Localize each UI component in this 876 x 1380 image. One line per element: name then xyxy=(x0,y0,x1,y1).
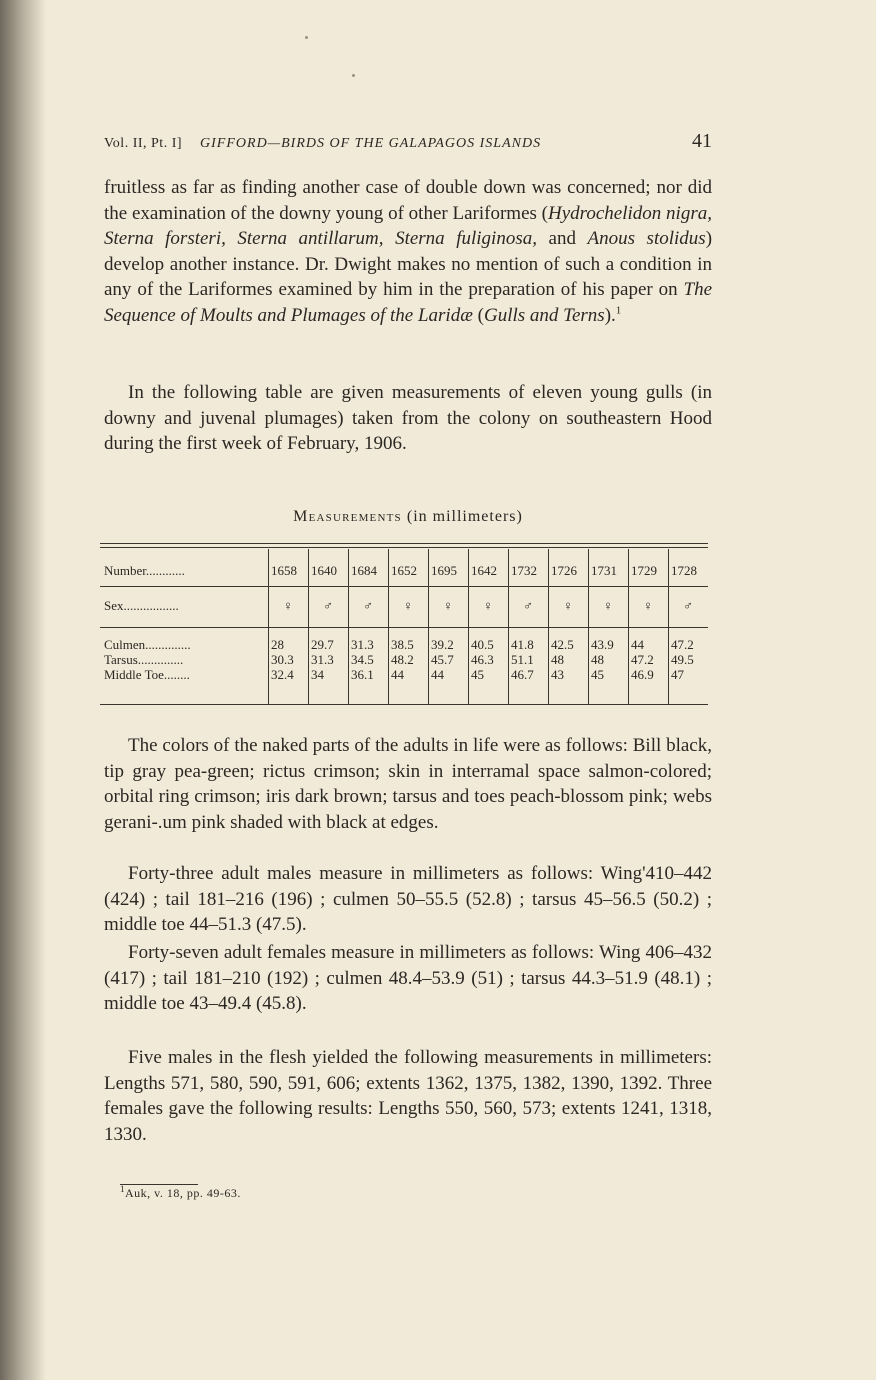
cell-sex: ♀ xyxy=(643,598,653,613)
text-run: and xyxy=(536,228,588,250)
species-list: Hydrochelidon nigra, Sterna forsteri, Sterna antillarum, Sterna fuliginosa, xyxy=(104,202,712,250)
cell-sex: ♀ xyxy=(403,598,413,613)
cell-middle-toe: 36.1 xyxy=(351,667,374,682)
cell-number: 1731 xyxy=(591,563,617,578)
row-divider xyxy=(100,627,708,628)
species-name: Anous stolidus xyxy=(587,228,706,250)
row-label-middle-toe: Middle Toe........ xyxy=(104,667,190,682)
cell-culmen: 28 xyxy=(271,637,284,652)
cell-middle-toe: 47 xyxy=(671,667,684,682)
text-run: ). xyxy=(604,304,616,326)
cell-culmen: 41.8 xyxy=(511,637,534,652)
page-gutter-shadow xyxy=(0,0,46,1380)
cell-number: 1652 xyxy=(391,563,417,578)
running-title: GIFFORD—BIRDS OF THE GALAPAGOS ISLANDS xyxy=(200,136,542,151)
cell-tarsus: 46.3 xyxy=(471,652,494,667)
footnote-text: Auk, v. 18, pp. 49-63. xyxy=(125,1186,241,1200)
paragraph-table-intro: In the following table are given measurements of eleven young gulls (in downy and juvenal plumages) taken from the colony on southeastern Hood during the first week of February, 1906. xyxy=(104,382,712,455)
footnote-marker: 1 xyxy=(120,1184,125,1194)
cell-tarsus: 31.3 xyxy=(311,652,334,667)
cell-number: 1642 xyxy=(471,563,497,578)
text-run: ) develop another instance. Dr. Dwight makes no mention of such a condition in any of the Lariformes examined by him in the preparation of his paper on xyxy=(104,228,713,301)
table-top-rule xyxy=(100,543,708,544)
paragraph-flesh-measurements: Five males in the flesh yielded the following measurements in millimeters: Lengths 571, 580, 590, 591, 606; extents 1362, 1375, 1382, 1390, 1392. Three females gave the following results: Lengths 550, 560, 573; extents 1241, 1318, 1330. xyxy=(104,1047,712,1145)
measurements-table xyxy=(100,541,708,705)
cell-sex: ♂ xyxy=(363,598,373,613)
cell-middle-toe: 46.7 xyxy=(511,667,534,682)
cell-culmen: 39.2 xyxy=(431,637,454,652)
cell-middle-toe: 44 xyxy=(391,667,404,682)
cell-middle-toe: 46.9 xyxy=(631,667,654,682)
running-header xyxy=(104,130,712,154)
cell-tarsus: 48 xyxy=(551,652,564,667)
cell-sex: ♂ xyxy=(523,598,533,613)
cell-number: 1640 xyxy=(311,563,337,578)
table-title-unit: (in millimeters) xyxy=(406,508,523,525)
cell-sex: ♀ xyxy=(283,598,293,613)
cell-number: 1695 xyxy=(431,563,457,578)
cell-tarsus: 45.7 xyxy=(431,652,454,667)
row-label-sex: Sex................. xyxy=(104,598,179,613)
cell-culmen: 47.2 xyxy=(671,637,694,652)
paper-subtitle: Gulls and Terns xyxy=(483,304,605,326)
footnote xyxy=(120,1186,241,1201)
volume-reference: Vol. II, Pt. I] xyxy=(104,136,183,151)
cell-tarsus: 30.3 xyxy=(271,652,294,667)
cell-sex: ♂ xyxy=(683,598,693,613)
paragraph-adult-females: Forty-seven adult females measure in millimeters as follows: Wing 406–432 (417) ; tail 181–210 (192) ; culmen 48.4–53.9 (51) ; tarsus 44.3–51.9 (48.1) ; middle toe 43–49.4 (45.8). xyxy=(104,942,712,1015)
cell-culmen: 38.5 xyxy=(391,637,414,652)
cell-middle-toe: 44 xyxy=(431,667,444,682)
footnote-rule xyxy=(120,1184,198,1185)
cell-middle-toe: 32.4 xyxy=(271,667,294,682)
row-label-culmen: Culmen.............. xyxy=(104,637,191,652)
cell-tarsus: 34.5 xyxy=(351,652,374,667)
cell-middle-toe: 34 xyxy=(311,667,324,682)
cell-number: 1729 xyxy=(631,563,657,578)
table-top-rule xyxy=(100,547,708,548)
cell-tarsus: 49.5 xyxy=(671,652,694,667)
table-title-main: Measurements xyxy=(293,508,402,525)
cell-culmen: 44 xyxy=(631,637,644,652)
paragraph-adult-males: Forty-three adult males measure in millimeters as follows: Wing'410–442 (424) ; tail 181–216 (196) ; culmen 50–55.5 (52.8) ; tarsus 45–56.5 (50.2) ; middle toe 44–51.3 (47.5). xyxy=(104,863,712,936)
cell-sex: ♀ xyxy=(563,598,573,613)
row-label-number: Number............ xyxy=(104,563,185,578)
cell-number: 1658 xyxy=(271,563,297,578)
cell-culmen: 43.9 xyxy=(591,637,614,652)
paper-speck xyxy=(352,74,355,77)
cell-middle-toe: 45 xyxy=(591,667,604,682)
cell-culmen: 29.7 xyxy=(311,637,334,652)
cell-number: 1726 xyxy=(551,563,577,578)
cell-culmen: 31.3 xyxy=(351,637,374,652)
table-title xyxy=(104,508,712,526)
cell-number: 1732 xyxy=(511,563,537,578)
cell-middle-toe: 45 xyxy=(471,667,484,682)
paragraph-double-down xyxy=(104,175,712,329)
paper-speck xyxy=(305,36,308,39)
text-run: ( xyxy=(472,304,484,326)
cell-culmen: 40.5 xyxy=(471,637,494,652)
cell-number: 1684 xyxy=(351,563,377,578)
row-divider xyxy=(100,586,708,587)
cell-middle-toe: 43 xyxy=(551,667,564,682)
cell-tarsus: 51.1 xyxy=(511,652,534,667)
cell-culmen: 42.5 xyxy=(551,637,574,652)
page-number: 41 xyxy=(692,130,712,152)
table-bottom-rule xyxy=(100,704,708,705)
text-run: fruitless as far as finding another case of double down was concerned; nor did the examination of the downy young of other Lariformes ( xyxy=(104,177,712,224)
paragraph-naked-parts: The colors of the naked parts of the adults in life were as follows: Bill black, tip gray pea-green; rictus crimson; skin in interramal space salmon-colored; orbital ring crimson; iris dark brown; tarsus and toes peach-blossom pink; webs gerani-.um pink shaded with black at edges. xyxy=(104,735,712,833)
paper-title: The Sequence of Moults and Plumages of the Laridæ xyxy=(104,279,712,326)
cell-sex: ♀ xyxy=(443,598,453,613)
cell-number: 1728 xyxy=(671,563,697,578)
footnote-reference: 1 xyxy=(615,304,622,317)
cell-sex: ♂ xyxy=(323,598,333,613)
cell-tarsus: 48.2 xyxy=(391,652,414,667)
cell-sex: ♀ xyxy=(603,598,613,613)
cell-tarsus: 48 xyxy=(591,652,604,667)
row-label-tarsus: Tarsus.............. xyxy=(104,652,184,667)
cell-sex: ♀ xyxy=(483,598,493,613)
cell-tarsus: 47.2 xyxy=(631,652,654,667)
